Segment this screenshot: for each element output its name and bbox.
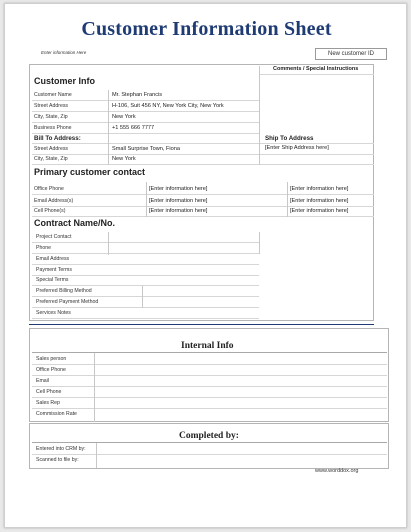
bill-street-value[interactable]: Small Surprise Town, Fiona [112, 146, 180, 152]
comments-header: Comments / Special Instructions [273, 66, 359, 72]
document-sheet [4, 3, 407, 528]
contract-email-label: Email Address [36, 256, 70, 262]
internal-cell-phone-label: Cell Phone [36, 389, 62, 395]
phone-label: Phone [36, 245, 52, 251]
cell-phone-value-1[interactable]: [Enter information here] [149, 208, 208, 214]
sales-rep-label: Sales Rep [36, 400, 60, 406]
cell-phone-label: Cell Phone(s) [34, 208, 66, 214]
footer-url[interactable]: www.worddox.org [315, 468, 359, 474]
contract-heading: Contract Name/No. [34, 218, 116, 228]
customer-info-heading: Customer Info [34, 76, 96, 86]
section-rule [29, 324, 374, 325]
ship-to-label: Ship To Address [265, 135, 314, 142]
services-notes-label: Services Notes [36, 310, 71, 316]
office-phone-value-1[interactable]: [Enter information here] [149, 186, 208, 192]
office-phone-value-2[interactable]: [Enter information here] [290, 186, 349, 192]
street-address-value[interactable]: H-106, Suit 456 NY, New York City, New York [112, 103, 224, 109]
email-address-label: Email Address(s) [34, 198, 74, 204]
entered-crm-label: Entered into CRM by: [36, 446, 86, 452]
completed-by-heading: Completed by: [179, 431, 239, 441]
divider [259, 74, 374, 75]
email-value-2[interactable]: [Enter information here] [290, 198, 349, 204]
cell-phone-value-2[interactable]: [Enter information here] [290, 208, 349, 214]
bill-street-label: Street Address [34, 146, 69, 152]
commission-rate-label: Commission Rate [36, 411, 77, 417]
city-state-zip-value[interactable]: New York [112, 114, 136, 120]
customer-name-label: Customer Name [34, 92, 72, 98]
project-contact-label: Project Contact [36, 234, 72, 240]
enter-info-note: Enter information Here [41, 50, 87, 55]
city-state-zip-label: City, State, Zip [34, 114, 68, 120]
page-title: Customer Information Sheet [81, 18, 332, 40]
customer-id-field[interactable]: New customer ID [315, 48, 387, 60]
payment-method-label: Preferred Payment Method [36, 299, 99, 305]
billing-method-label: Preferred Billing Method [36, 288, 92, 294]
internal-office-phone-label: Office Phone [36, 367, 66, 373]
office-phone-label: Office Phone [34, 186, 64, 192]
customer-name-value[interactable]: Mr. Stephan Francis [112, 92, 163, 98]
email-value-1[interactable]: [Enter information here] [149, 198, 208, 204]
special-terms-label: Special Terms [36, 277, 69, 283]
bill-to-label: Bill To Address: [34, 135, 81, 142]
internal-email-label: Email [36, 378, 49, 384]
business-phone-label: Business Phone [34, 125, 72, 131]
internal-info-heading: Internal Info [181, 341, 234, 351]
ship-to-value[interactable]: [Enter Ship Address here] [265, 145, 329, 151]
bill-city-value[interactable]: New York [112, 156, 136, 162]
bill-city-label: City, State, Zip [34, 156, 68, 162]
scanned-label: Scanned to file by: [36, 457, 79, 463]
street-address-label: Street Address [34, 103, 69, 109]
payment-terms-label: Payment Terms [36, 267, 72, 273]
sales-person-label: Sales person [36, 356, 67, 362]
business-phone-value[interactable]: +1 555 666 7777 [112, 125, 155, 131]
primary-contact-heading: Primary customer contact [34, 167, 146, 177]
